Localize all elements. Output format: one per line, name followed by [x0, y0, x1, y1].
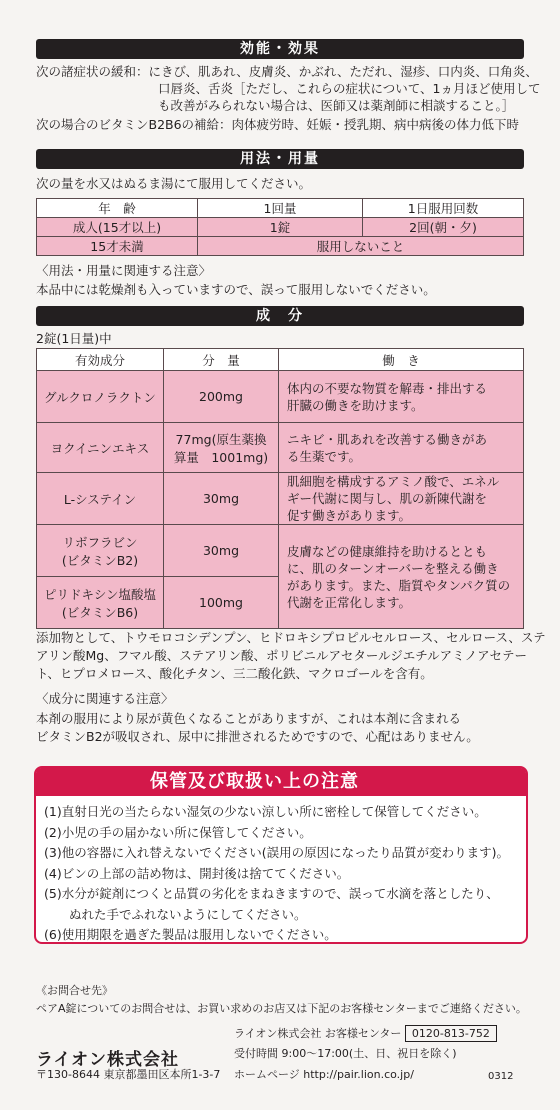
- company-logo: ライオン株式会社: [36, 1050, 179, 1070]
- ingredient-amount: 30mg: [164, 473, 279, 525]
- list-item: (1)直射日光の当たらない湿気の少ない涼しい所に密栓して保管してください。: [44, 804, 487, 819]
- work-line: ギー代謝に関与し、肌の新陳代謝を: [287, 491, 488, 506]
- work-line: 代謝を正常化します。: [287, 594, 412, 610]
- ingredient-work: [279, 525, 524, 629]
- table-cell: 1錠: [198, 218, 363, 237]
- efficacy-line: 次の諸症状の緩和：にきび、肌あれ、皮膚炎、かぶれ、ただれ、湿疹、口内炎、口角炎、: [36, 64, 538, 79]
- list-item: (4)ビンの上部の詰め物は、開封後は捨ててください。: [44, 865, 350, 881]
- column-header: 働 き: [279, 349, 524, 371]
- name-line: (ビタミンB2): [61, 552, 139, 568]
- ingredient-work: [279, 371, 524, 423]
- ingredient-name: グルクロノラクトン: [37, 371, 164, 423]
- contact-center: [234, 1025, 497, 1042]
- table-row: [37, 473, 524, 525]
- efficacy-line: 口唇炎、舌炎［ただし、これらの症状について、1ヵ月ほど使用して: [158, 81, 541, 96]
- column-header: 分 量: [164, 349, 279, 371]
- work-line: 肌細胞を構成するアミノ酸で、エネル: [287, 474, 500, 489]
- work-line: 皮膚などの健康維持を助けるととも: [287, 543, 488, 559]
- storage-box: [34, 766, 528, 944]
- ingredient-name: [37, 577, 164, 629]
- ingredients-heading: 成 分: [36, 306, 524, 326]
- list-item: ぬれた手でふれないようにしてください。: [44, 906, 307, 922]
- amount-line: 算量 1001mg): [173, 449, 269, 465]
- efficacy-line: 次の場合のビタミンB2B6の補給：肉体疲労時、妊娠・授乳期、病中病後の体力低下時: [36, 117, 520, 132]
- dosage-table: [36, 198, 524, 256]
- table-row: [37, 218, 524, 237]
- ingredient-work: [279, 473, 524, 525]
- work-line: 促す働きがあります。: [287, 508, 412, 523]
- ingredients-table: [36, 348, 524, 629]
- amount-line: 77mg(原生薬換: [175, 431, 267, 447]
- storage-heading: 保管及び取扱い上の注意: [36, 768, 526, 796]
- ingredient-amount: 100mg: [164, 577, 279, 629]
- ingredient-name: L-システイン: [37, 473, 164, 525]
- homepage-link[interactable]: ホームページ http://pair.lion.co.jp/: [234, 1068, 414, 1081]
- table-header-row: [37, 199, 524, 218]
- efficacy-line: も改善がみられない場合は、医師又は薬剤師に相談すること。］: [158, 98, 515, 113]
- additives-line: アリン酸Mg、フマル酸、ステアリン酸、ポリビニルアセタールジエチルアミノアセテー: [36, 648, 528, 663]
- contact-heading: 《お問合せ先》: [36, 984, 113, 997]
- work-line: に、肌のターンオーバーを整える働き: [287, 560, 499, 576]
- table-header-row: [37, 349, 524, 371]
- additives-line: 添加物として、トウモロコシデンプン、ヒドロキシプロピルセルロース、セルロース、ステ: [36, 630, 546, 645]
- ingredients-basis: 2錠(1日量)中: [36, 331, 112, 346]
- center-name: ライオン株式会社 お客様センター: [234, 1027, 402, 1040]
- dosage-note-heading: 〈用法・用量に関連する注意〉: [36, 263, 212, 278]
- ingredient-note: 本剤の服用により尿が黄色くなることがありますが、これは本剤に含まれる: [36, 711, 462, 726]
- ingredient-amount: 200mg: [164, 371, 279, 423]
- dosage-note-text: 本品中には乾燥剤も入っていますので、誤って服用しないでください。: [36, 282, 436, 297]
- column-header: 1日服用回数: [363, 199, 524, 218]
- name-line: ピリドキシン塩酸塩: [43, 586, 157, 602]
- additives-line: ト、ヒプロメロース、酸化チタン、三二酸化鉄、マクロゴールを含有。: [36, 666, 433, 681]
- table-cell: 服用しないこと: [198, 237, 524, 256]
- efficacy-heading: 効能・効果: [36, 39, 524, 59]
- work-line: があります。また、脂質やタンパク質の: [287, 577, 511, 593]
- ingredient-work: [279, 423, 524, 473]
- column-header: 1回量: [198, 199, 363, 218]
- dosage-intro: 次の量を水又はぬるま湯にて服用してください。: [36, 176, 312, 191]
- contact-hours: 受付時間 9:00～17:00(土、日、祝日を除く): [234, 1047, 457, 1060]
- table-cell: 2回(朝・夕): [363, 218, 524, 237]
- column-header: 年 齢: [37, 199, 198, 218]
- table-row: [37, 371, 524, 423]
- ingredient-name: [37, 525, 164, 577]
- column-header: 有効成分: [37, 349, 164, 371]
- contact-text: ペアA錠についてのお問合せは、お買い求めのお店又は下記のお客様センターまでご連絡ください。: [36, 1002, 527, 1015]
- ingredient-amount: [164, 423, 279, 473]
- storage-list: [36, 796, 526, 946]
- ingredient-amount: 30mg: [164, 525, 279, 577]
- table-cell: 成人(15才以上): [37, 218, 198, 237]
- table-cell: 15才未満: [37, 237, 198, 256]
- table-row: [37, 423, 524, 473]
- name-line: (ビタミンB6): [61, 604, 139, 620]
- work-line: る生薬です。: [287, 448, 362, 464]
- dosage-heading: 用法・用量: [36, 149, 524, 169]
- company-address: 〒130-8644 東京都墨田区本所1-3-7: [36, 1068, 221, 1081]
- list-item: (5)水分が錠剤につくと品質の劣化をまねきますので、誤って水滴を落としたり、: [44, 886, 499, 901]
- phone-number[interactable]: 0120-813-752: [405, 1025, 497, 1042]
- work-line: 体内の不要な物質を解毒・排出する: [287, 380, 488, 396]
- list-item: (3)他の容器に入れ替えないでください(誤用の原因になったり品質が変わります)。: [44, 845, 509, 860]
- work-line: 肝臓の働きを助けます。: [287, 397, 424, 413]
- work-line: ニキビ・肌あれを改善する働きがあ: [287, 431, 488, 447]
- ingredient-note: ビタミンB2が吸収され、尿中に排泄されるためですので、心配はありません。: [36, 729, 479, 744]
- list-item: (2)小児の手の届かない所に保管してください。: [44, 824, 312, 840]
- ingredient-name: ヨクイニンエキス: [37, 423, 164, 473]
- name-line: リボフラビン: [62, 534, 138, 550]
- ingredient-note-heading: 〈成分に関連する注意〉: [36, 691, 174, 706]
- table-row: [37, 237, 524, 256]
- list-item: (6)使用期限を過ぎた製品は服用しないでください。: [44, 927, 337, 942]
- print-code: 0312: [488, 1071, 514, 1082]
- table-row: [37, 525, 524, 577]
